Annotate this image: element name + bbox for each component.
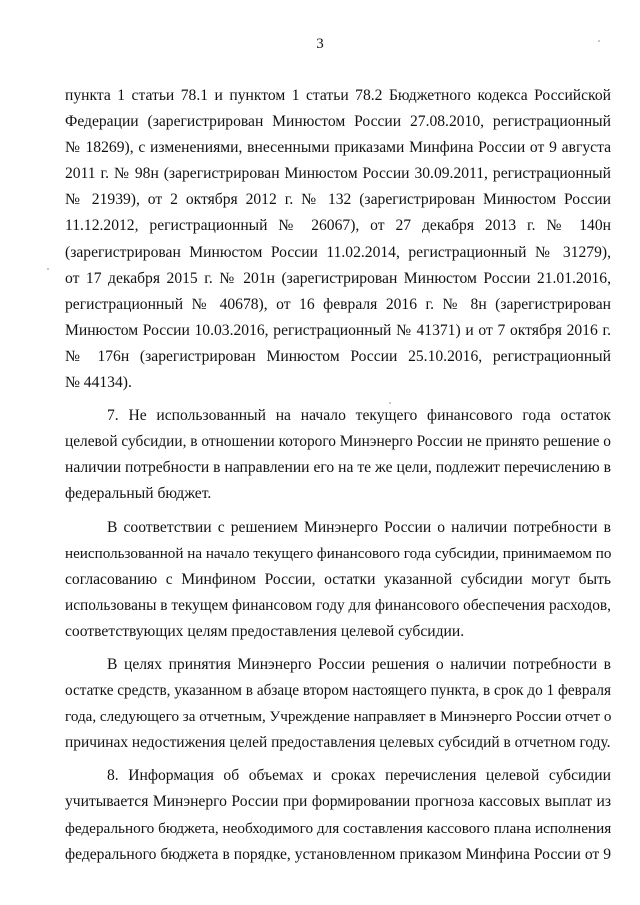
paragraph-continuation — [65, 83, 611, 396]
text-line: В соответствии с решением Минэнерго России о наличии потребности в — [107, 518, 611, 536]
text-line: согласованию с Минфином России, остатки указанной субсидии могут быть — [65, 570, 611, 588]
text-line: 2011 г. № 98н (зарегистрирован Минюстом России 30.09.2011, регистрационный — [65, 165, 611, 183]
paragraph-item-8 — [65, 763, 611, 867]
text-line: Федерации (зарегистрирован Минюстом России 27.08.2010, регистрационный — [65, 113, 611, 131]
paragraph-item-7-second — [65, 515, 611, 645]
text-line: 7. Не использованный на начало текущего финансового года остаток — [107, 407, 611, 425]
scan-speck — [389, 402, 391, 404]
document-body — [65, 83, 611, 868]
text-line: целевой субсидии, в отношении которого Минэнерго России не принято решение о — [65, 433, 611, 451]
text-line: учитывается Минэнерго России при формировании прогноза кассовых выплат из — [65, 793, 611, 811]
text-line: (зарегистрирован Минюстом России 11.02.2014, регистрационный № 31279), — [65, 243, 611, 261]
text-line: остатке средств, указанном в абзаце втором настоящего пункта, в срок до 1 февраля — [65, 682, 611, 700]
text-line: федерального бюджета в порядке, установленном приказом Минфина России от 9 — [65, 845, 611, 863]
text-line: причинах недостижения целей предоставления целевых субсидий в отчетном году. — [65, 734, 611, 752]
text-line: использованы в текущем финансовом году для финансового обеспечения расходов, — [65, 596, 612, 614]
text-line: № 18269), с изменениями, внесенными приказами Минфина России от 9 августа — [65, 139, 611, 157]
text-line: Минюстом России 10.03.2016, регистрационный № 41371) и от 7 октября 2016 г. — [65, 321, 611, 339]
text-line: федерального бюджета, необходимого для составления кассового плана исполнения — [65, 819, 612, 837]
text-line: № 176н (зарегистрирован Минюстом России 25.10.2016, регистрационный — [65, 347, 611, 365]
text-line: 8. Информация об объемах и сроках перечисления целевой субсидии — [107, 767, 611, 785]
text-line: регистрационный № 40678), от 16 февраля 2016 г. № 8н (зарегистрирован — [65, 295, 611, 313]
text-line: В целях принятия Минэнерго России решения о наличии потребности в — [107, 655, 611, 673]
paragraph-item-7 — [65, 403, 611, 507]
text-line: от 17 декабря 2015 г. № 201н (зарегистрирован Минюстом России 21.01.2016, — [65, 269, 611, 287]
text-line: пункта 1 статьи 78.1 и пунктом 1 статьи 78.2 Бюджетного кодекса Российской — [65, 87, 611, 104]
text-line: 11.12.2012, регистрационный № 26067), от 27 декабря 2013 г. № 140н — [65, 217, 611, 235]
scan-speck — [598, 40, 600, 42]
scan-speck — [47, 268, 49, 270]
text-line: наличии потребности в направлении его на те же цели, подлежит перечислению в — [65, 459, 611, 477]
text-line: соответствующих целям предоставления целевой субсидии. — [65, 622, 465, 640]
text-line: № 21939), от 2 октября 2012 г. № 132 (зарегистрирован Минюстом России — [65, 191, 611, 209]
text-line: года, следующего за отчетным, Учреждение направляет в Минэнерго России отчет о — [65, 709, 612, 726]
text-line: федеральный бюджет. — [65, 485, 212, 503]
text-line: № 44134). — [65, 374, 132, 392]
page-number: 3 — [316, 36, 324, 52]
text-line: неиспользованной на начало текущего финансового года субсидии, принимаемом по — [65, 545, 612, 562]
paragraph-item-7-third — [65, 652, 611, 756]
